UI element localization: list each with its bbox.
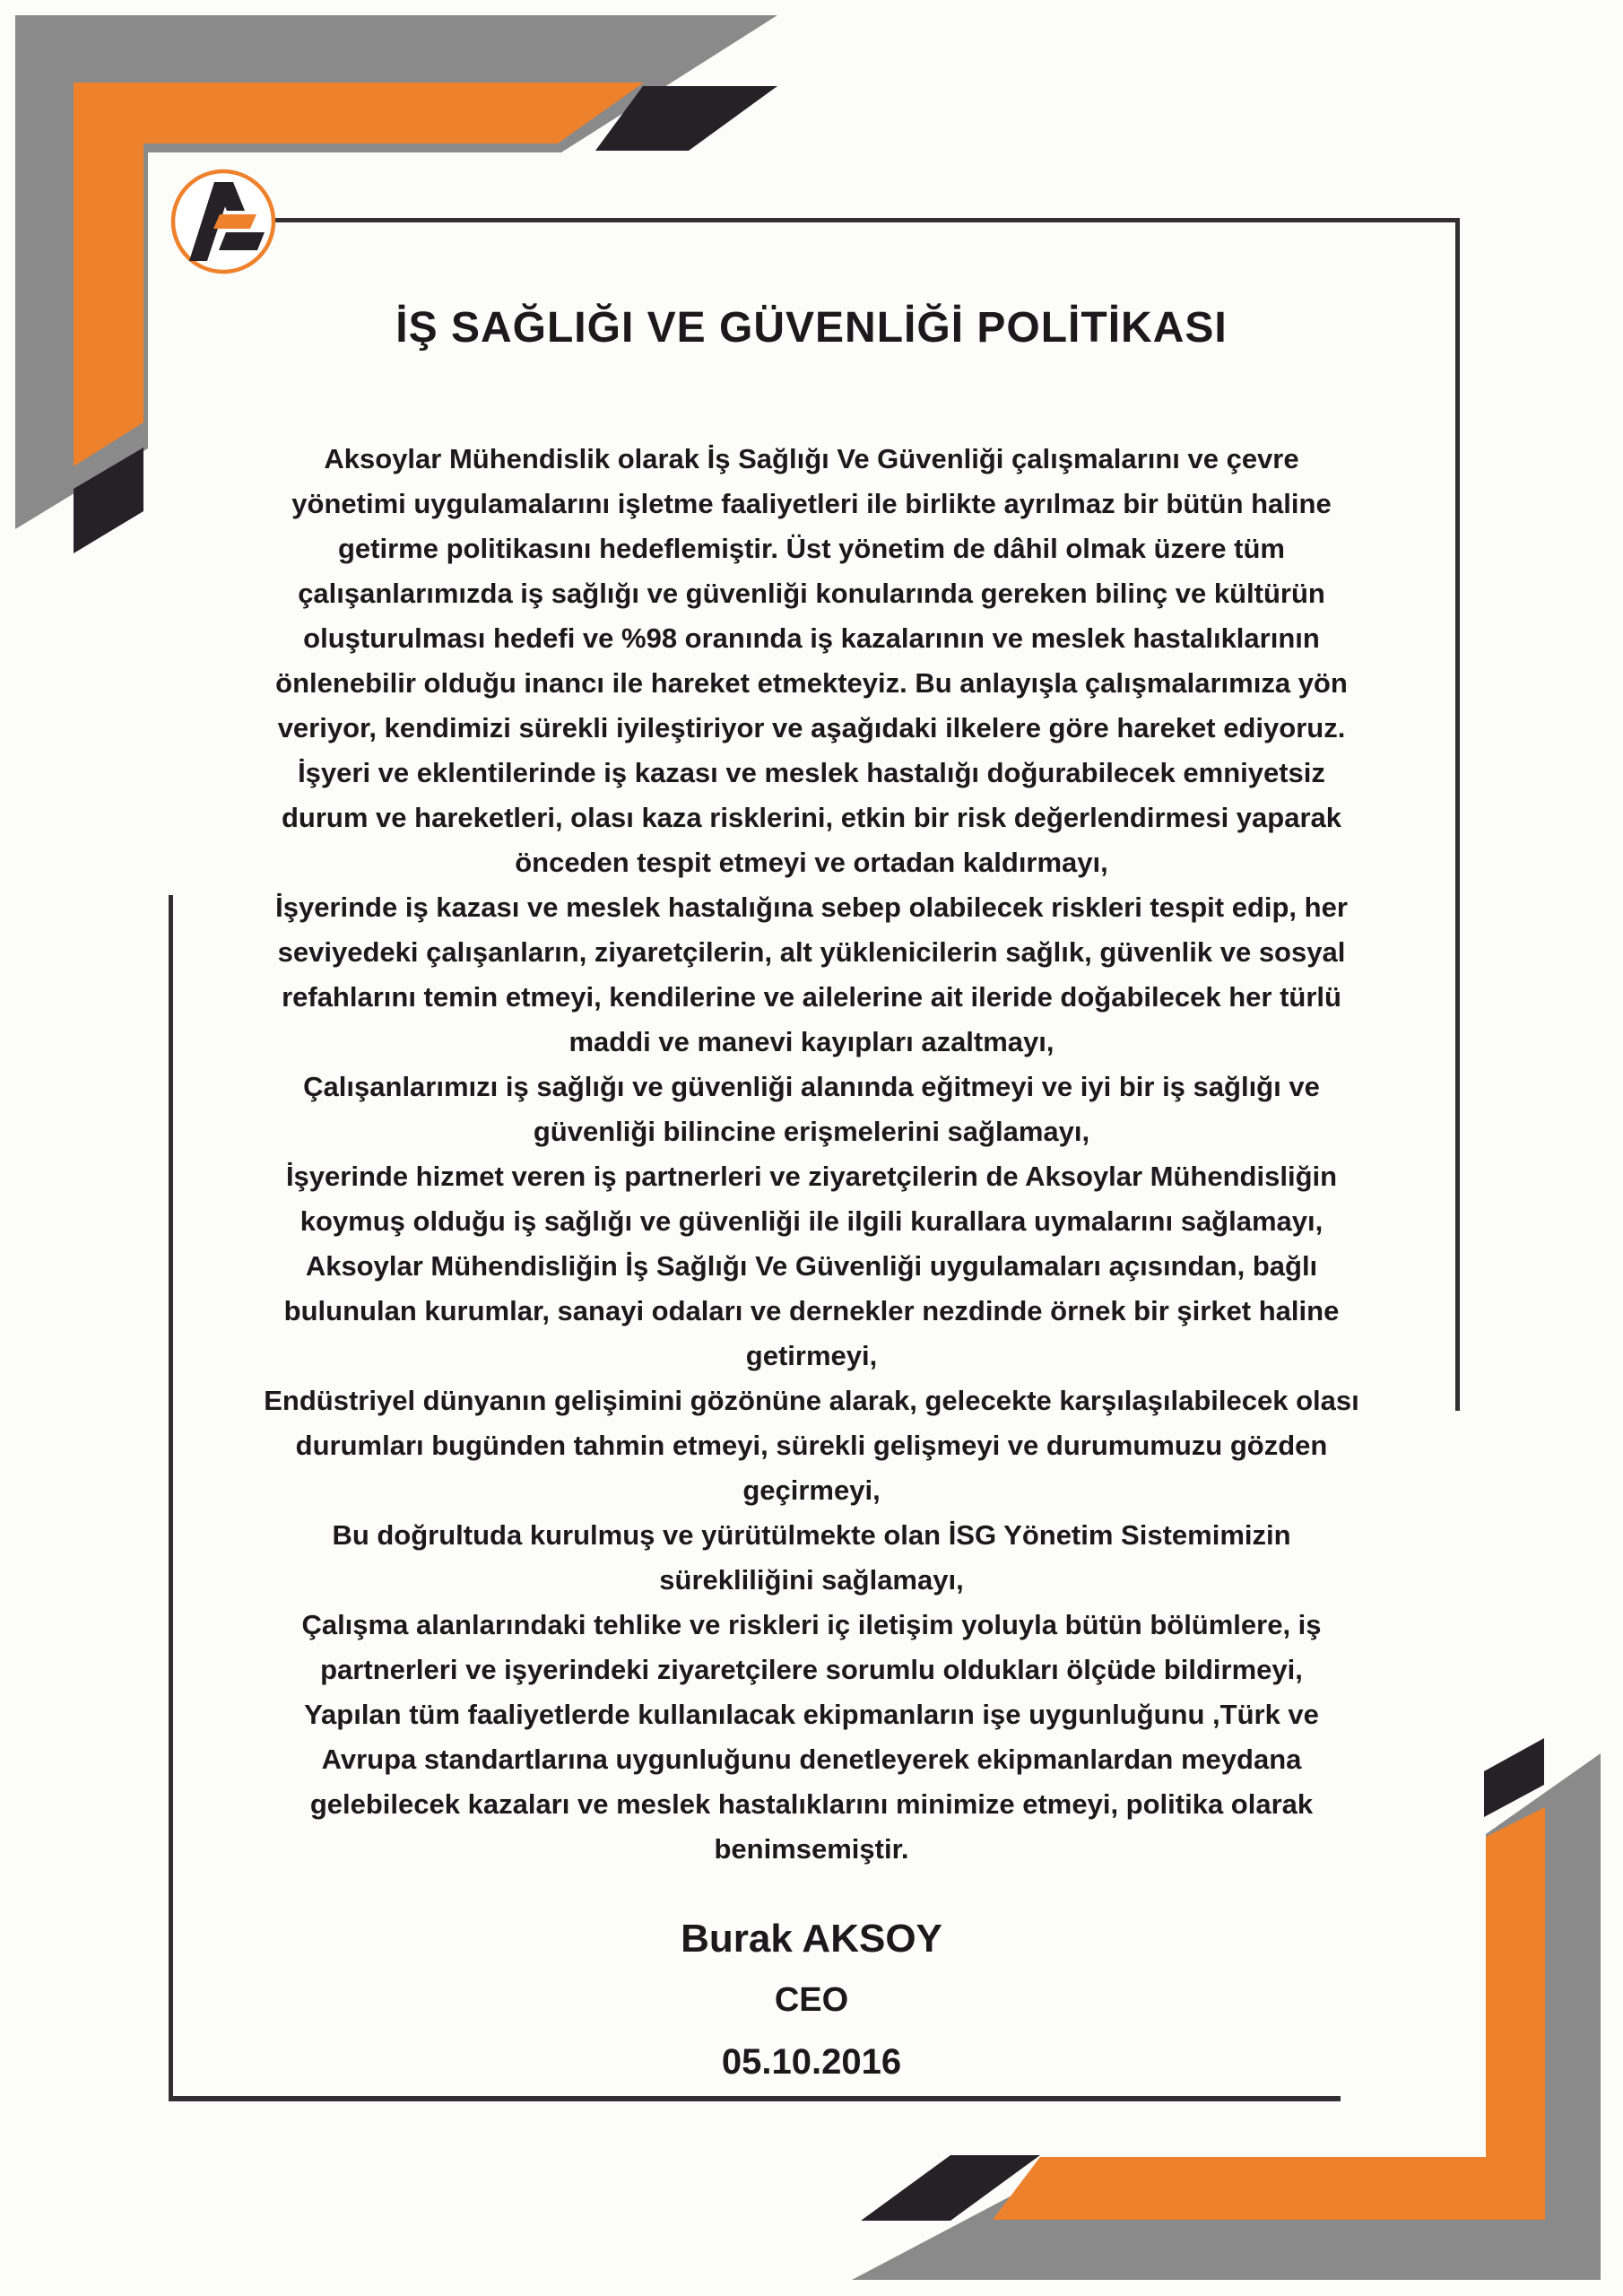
policy-text-line: Avrupa standartlarına uygunluğunu denetleyerek ekipmanlardan meydana (321, 1744, 1302, 1775)
policy-text-line: Çalışanlarımızı iş sağlığı ve güvenliği alanında eğitmeyi ve iyi bir iş sağlığı ve (303, 1071, 1320, 1102)
policy-text-line: İşyeri ve eklentilerinde iş kazası ve meslek hastalığı doğurabilecek emniyetsiz (298, 757, 1325, 788)
frame-border-top (274, 218, 1460, 222)
policy-text-line: oluşturulması hedefi ve %98 oranında iş kazalarının ve meslek hastalıklarının (303, 622, 1320, 654)
policy-text-line: Aksoylar Mühendislik olarak İş Sağlığı Ve Güvenliği çalışmalarını ve çevre (324, 443, 1299, 474)
policy-body (179, 437, 1444, 1872)
policy-text-line: güvenliği bilincine erişmelerini sağlamayı, (533, 1116, 1090, 1147)
policy-text-line: çalışanlarımızda iş sağlığı ve güvenliği konularında gereken bilinç ve kültürün (298, 578, 1325, 609)
policy-text-line: İşyerinde iş kazası ve meslek hastalığına sebep olabilecek riskleri tespit edip, her (275, 891, 1348, 923)
policy-text-line: Endüstriyel dünyanın gelişimini gözönüne alarak, gelecekte karşılaşılabilecek olası (264, 1385, 1359, 1416)
policy-text-line: Çalışma alanlarındaki tehlike ve riskleri iç iletişim yoluyla bütün bölümlere, iş (301, 1609, 1322, 1640)
frame-border-bottom (169, 2096, 1341, 2101)
policy-text-line: maddi ve manevi kayıpları azaltmayı, (568, 1026, 1055, 1057)
signature-role: CEO (774, 1981, 849, 2019)
policy-text-line: önlenebilir olduğu inancı ile hareket etmekteyiz. Bu anlayışla çalışmalarımıza yön (275, 667, 1348, 699)
policy-text-line: Aksoylar Mühendisliğin İş Sağlığı Ve Güvenliği uygulamaları açısından, bağlı (305, 1250, 1318, 1282)
policy-text-line: durumları bugünden tahmin etmeyi, sürekli gelişmeyi ve durumumuzu gözden (295, 1430, 1328, 1461)
policy-text-line: koymuş olduğu iş sağlığı ve güvenliği ile ilgili kurallara uymalarını sağlamayı, (299, 1205, 1324, 1237)
policy-text-line: bulunulan kurumlar, sanayi odaları ve dernekler nezdinde örnek bir şirket haline (283, 1295, 1340, 1326)
policy-text-line: veriyor, kendimizi sürekli iyileştiriyor ve aşağıdaki ilkelere göre hareket ediyoruz. (277, 712, 1346, 744)
signature-block (179, 1909, 1444, 2093)
policy-text-line: Yapılan tüm faaliyetlerde kullanılacak ekipmanların işe uygunluğunu ,Türk ve (304, 1699, 1319, 1730)
policy-text-line: gelebilecek kazaları ve meslek hastalıklarını minimize etmeyi, politika olarak (309, 1788, 1314, 1820)
policy-text-line: Bu doğrultuda kurulmuş ve yürütülmekte olan İSG Yönetim Sistemimizin (332, 1519, 1291, 1551)
policy-text-line: durum ve hareketleri, olası kaza risklerini, etkin bir risk değerlendirmesi yaparak (282, 802, 1341, 833)
policy-text-line: refahlarını temin etmeyi, kendilerine ve ailelerine ait ileride doğabilecek her türlü (282, 981, 1341, 1013)
orange-accent-shape (74, 83, 644, 466)
policy-text-line: İşyerinde hizmet veren iş partnerleri ve ziyaretçilerin de Aksoylar Mühendisliğin (285, 1161, 1338, 1192)
policy-text-line: önceden tespit etmeyi ve ortadan kaldırmayı, (515, 847, 1108, 878)
frame-border-right (1455, 218, 1460, 1411)
policy-text-line: partnerleri ve işyerindeki ziyaretçilere sorumlu oldukları ölçüde bildirmeyi, (320, 1654, 1303, 1685)
signature-date: 05.10.2016 (721, 2042, 902, 2082)
policy-text-line: sürekliliğini sağlamayı, (659, 1564, 964, 1596)
policy-text-line: getirmeyi, (745, 1340, 878, 1371)
policy-text-line: benimsemiştir. (714, 1833, 909, 1865)
page-title: İŞ SAĞLIĞI VE GÜVENLİĞİ POLİTİKASI (395, 304, 1228, 352)
logo-a-dark-dash (219, 232, 265, 250)
policy-text-line: geçirmeyi, (742, 1474, 881, 1506)
policy-text-line: seviyedeki çalışanların, ziyaretçilerin, alt yüklenicilerin sağlık, güvenlik ve sosyal (277, 936, 1346, 968)
frame-border-left (169, 895, 173, 2101)
policy-text-line: yönetimi uygulamalarını işletme faaliyetleri ile birlikte ayrılmaz bir bütün haline (291, 488, 1332, 519)
signature-name: Burak AKSOY (681, 1917, 942, 1961)
logo-a-orange-dash (213, 214, 256, 229)
aksoylar-logo-icon (169, 167, 278, 276)
policy-text-line: getirme politikasını hedeflemiştir. Üst yönetim de dâhil olmak üzere tüm (338, 533, 1285, 564)
